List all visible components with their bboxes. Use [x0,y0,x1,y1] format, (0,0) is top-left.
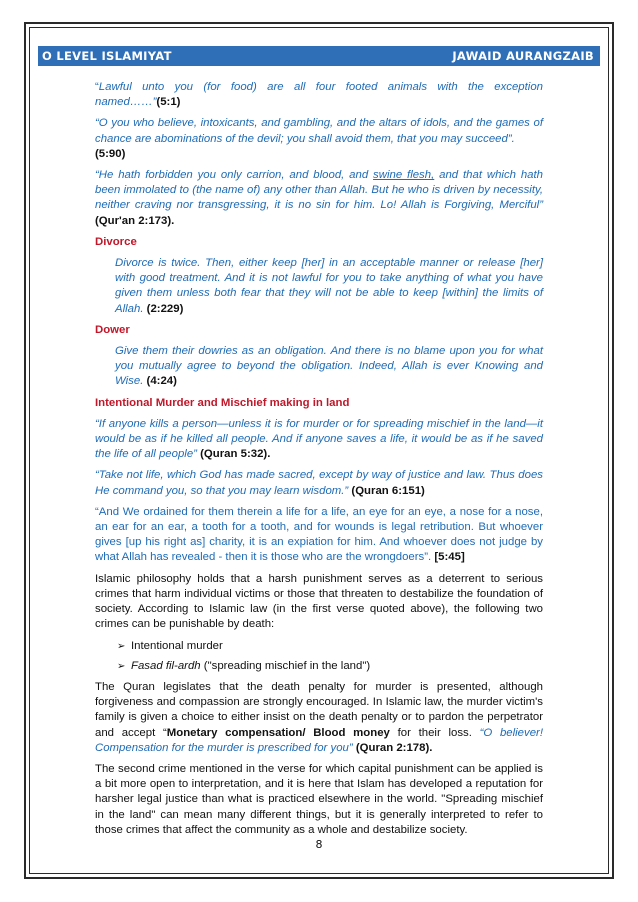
verse-reference: (5:90) [95,147,126,160]
verse-reference: (2:229) [143,302,184,315]
heading-murder-mischief: Intentional Murder and Mischief making in land [95,396,350,409]
page-header [38,46,600,66]
verse-text: Lawful unto you (for food) are all four footed animals with the exception named……” [95,81,543,109]
verse-reference: (4:24) [143,375,177,388]
verse-reference: (5:1) [156,96,181,109]
arrow-bullet-icon: ➢ [117,640,126,652]
verse-5-32 [95,417,543,463]
list-item [117,639,543,654]
verse-2-229 [115,256,543,317]
body-text: for their loss. [389,726,480,739]
verse-text: “If anyone kills a person—unless it is for murder or for spreading mischief in the land—it would be as if he killed all people. And if anyone saves a life, it would be as if he saved the life of all people” [95,417,543,461]
verse-reference: [5:45] [431,551,465,564]
verse-5-45 [95,505,543,566]
heading-dower: Dower [95,323,130,336]
body-text-bold: Monetary compensation/ Blood money [166,726,390,739]
verse-text-underlined: swine flesh, [373,169,435,182]
verse-reference: (Quran 2:178). [352,741,433,754]
verse-open-quote: “ [95,81,99,93]
verse-text: “Take not life, which God has made sacred, except by way of justice and law. Thus does He command you, so that you may learn wisdom.” [95,469,543,497]
verse-reference: (Qur'an 2:173). [95,214,175,227]
heading-divorce: Divorce [95,235,137,248]
verse-text: “He hath forbidden you only carrion, and blood, and [95,169,374,182]
body-text: The Quran legislates that the death penalty for murder is presented, although forgiveness and compassion are strongly encouraged. In Islamic law, the murder victim's family is given a choice to either insist on the death penalty or to pardon the perpetrator and accept “ [95,680,543,739]
arrow-bullet-icon: ➢ [117,660,126,672]
verse-6-151 [95,468,543,498]
header-subject: O LEVEL ISLAMIYAT [42,49,172,63]
body-paragraph-philosophy: Islamic philosophy holds that a harsh punishment serves as a deterrent to serious crimes that harm individual victims or those that threaten to destabilize the foundation of society. According to Islamic law (in the first verse quoted above), the following two crimes can be punishable by death: [95,572,543,631]
header-author: JAWAID AURANGZAIB [452,49,594,63]
verse-text: “And We ordained for them therein a life for a life, an eye for an eye, a nose for a nose, an ear for an ear, a tooth for a tooth, and for wounds is legal retribution. But whoever gives [up his right as] charity, it is an expiation for him. And whoever does not judge by what Allah has revealed - then it is those who are the wrongdoers”. [95,505,543,564]
capital-crimes-list [95,639,543,674]
verse-text: Divorce is twice. Then, either keep [her] in an acceptable manner or release [her] with good treatment. And it is not lawful for you to take anything of what you have given them unless both fear that they will not be able to keep [within] the limits of Allah. [115,257,543,315]
verse-4-24 [115,344,543,390]
body-paragraph-death-penalty [95,680,543,756]
verse-text: and that which hath been immolated to (the name of) any other than Allah. But he who is driven by necessity, neither craving nor transgressing, it is no sin for him. Lo! Allah is Forgiving, Merciful” [95,169,543,212]
verse-reference: (Quran 6:151) [348,484,425,497]
body-paragraph-second-crime: The second crime mentioned in the verse for which capital punishment can be applied is a bit more open to interpretation, and it is here that Islam has developed a reputation for harsher legal justice than what is practiced elsewhere in the world. "Spreading mischief in the land" can mean many different things, but it is generally interpreted to refer to those crimes that affect the community as a whole and destabilize society. [95,762,543,836]
verse-5-1 [95,80,543,110]
verse-5-90 [95,116,543,162]
list-item-text: Intentional murder [131,639,223,652]
page-content [95,80,543,844]
list-item [117,659,543,674]
verse-text: “O believer! Compensation for the murder is prescribed for you” [95,726,544,754]
verse-reference: (Quran 5:32). [196,448,271,461]
verse-2-173 [95,168,543,229]
verse-text: Give them their dowries as an obligation. And there is no blame upon you for what you mutually agree to beyond the obligation. Indeed, Allah is ever Knowing and Wise. [115,345,543,388]
list-item-text: ("spreading mischief in the land") [200,659,371,672]
list-item-term: Fasad fil-ardh [131,659,201,672]
page-number: 8 [315,838,323,851]
verse-text: “O you who believe, intoxicants, and gambling, and the altars of idols, and the games of chance are abominations of the devil; you shall avoid them, that you may succeed”. [95,117,543,145]
